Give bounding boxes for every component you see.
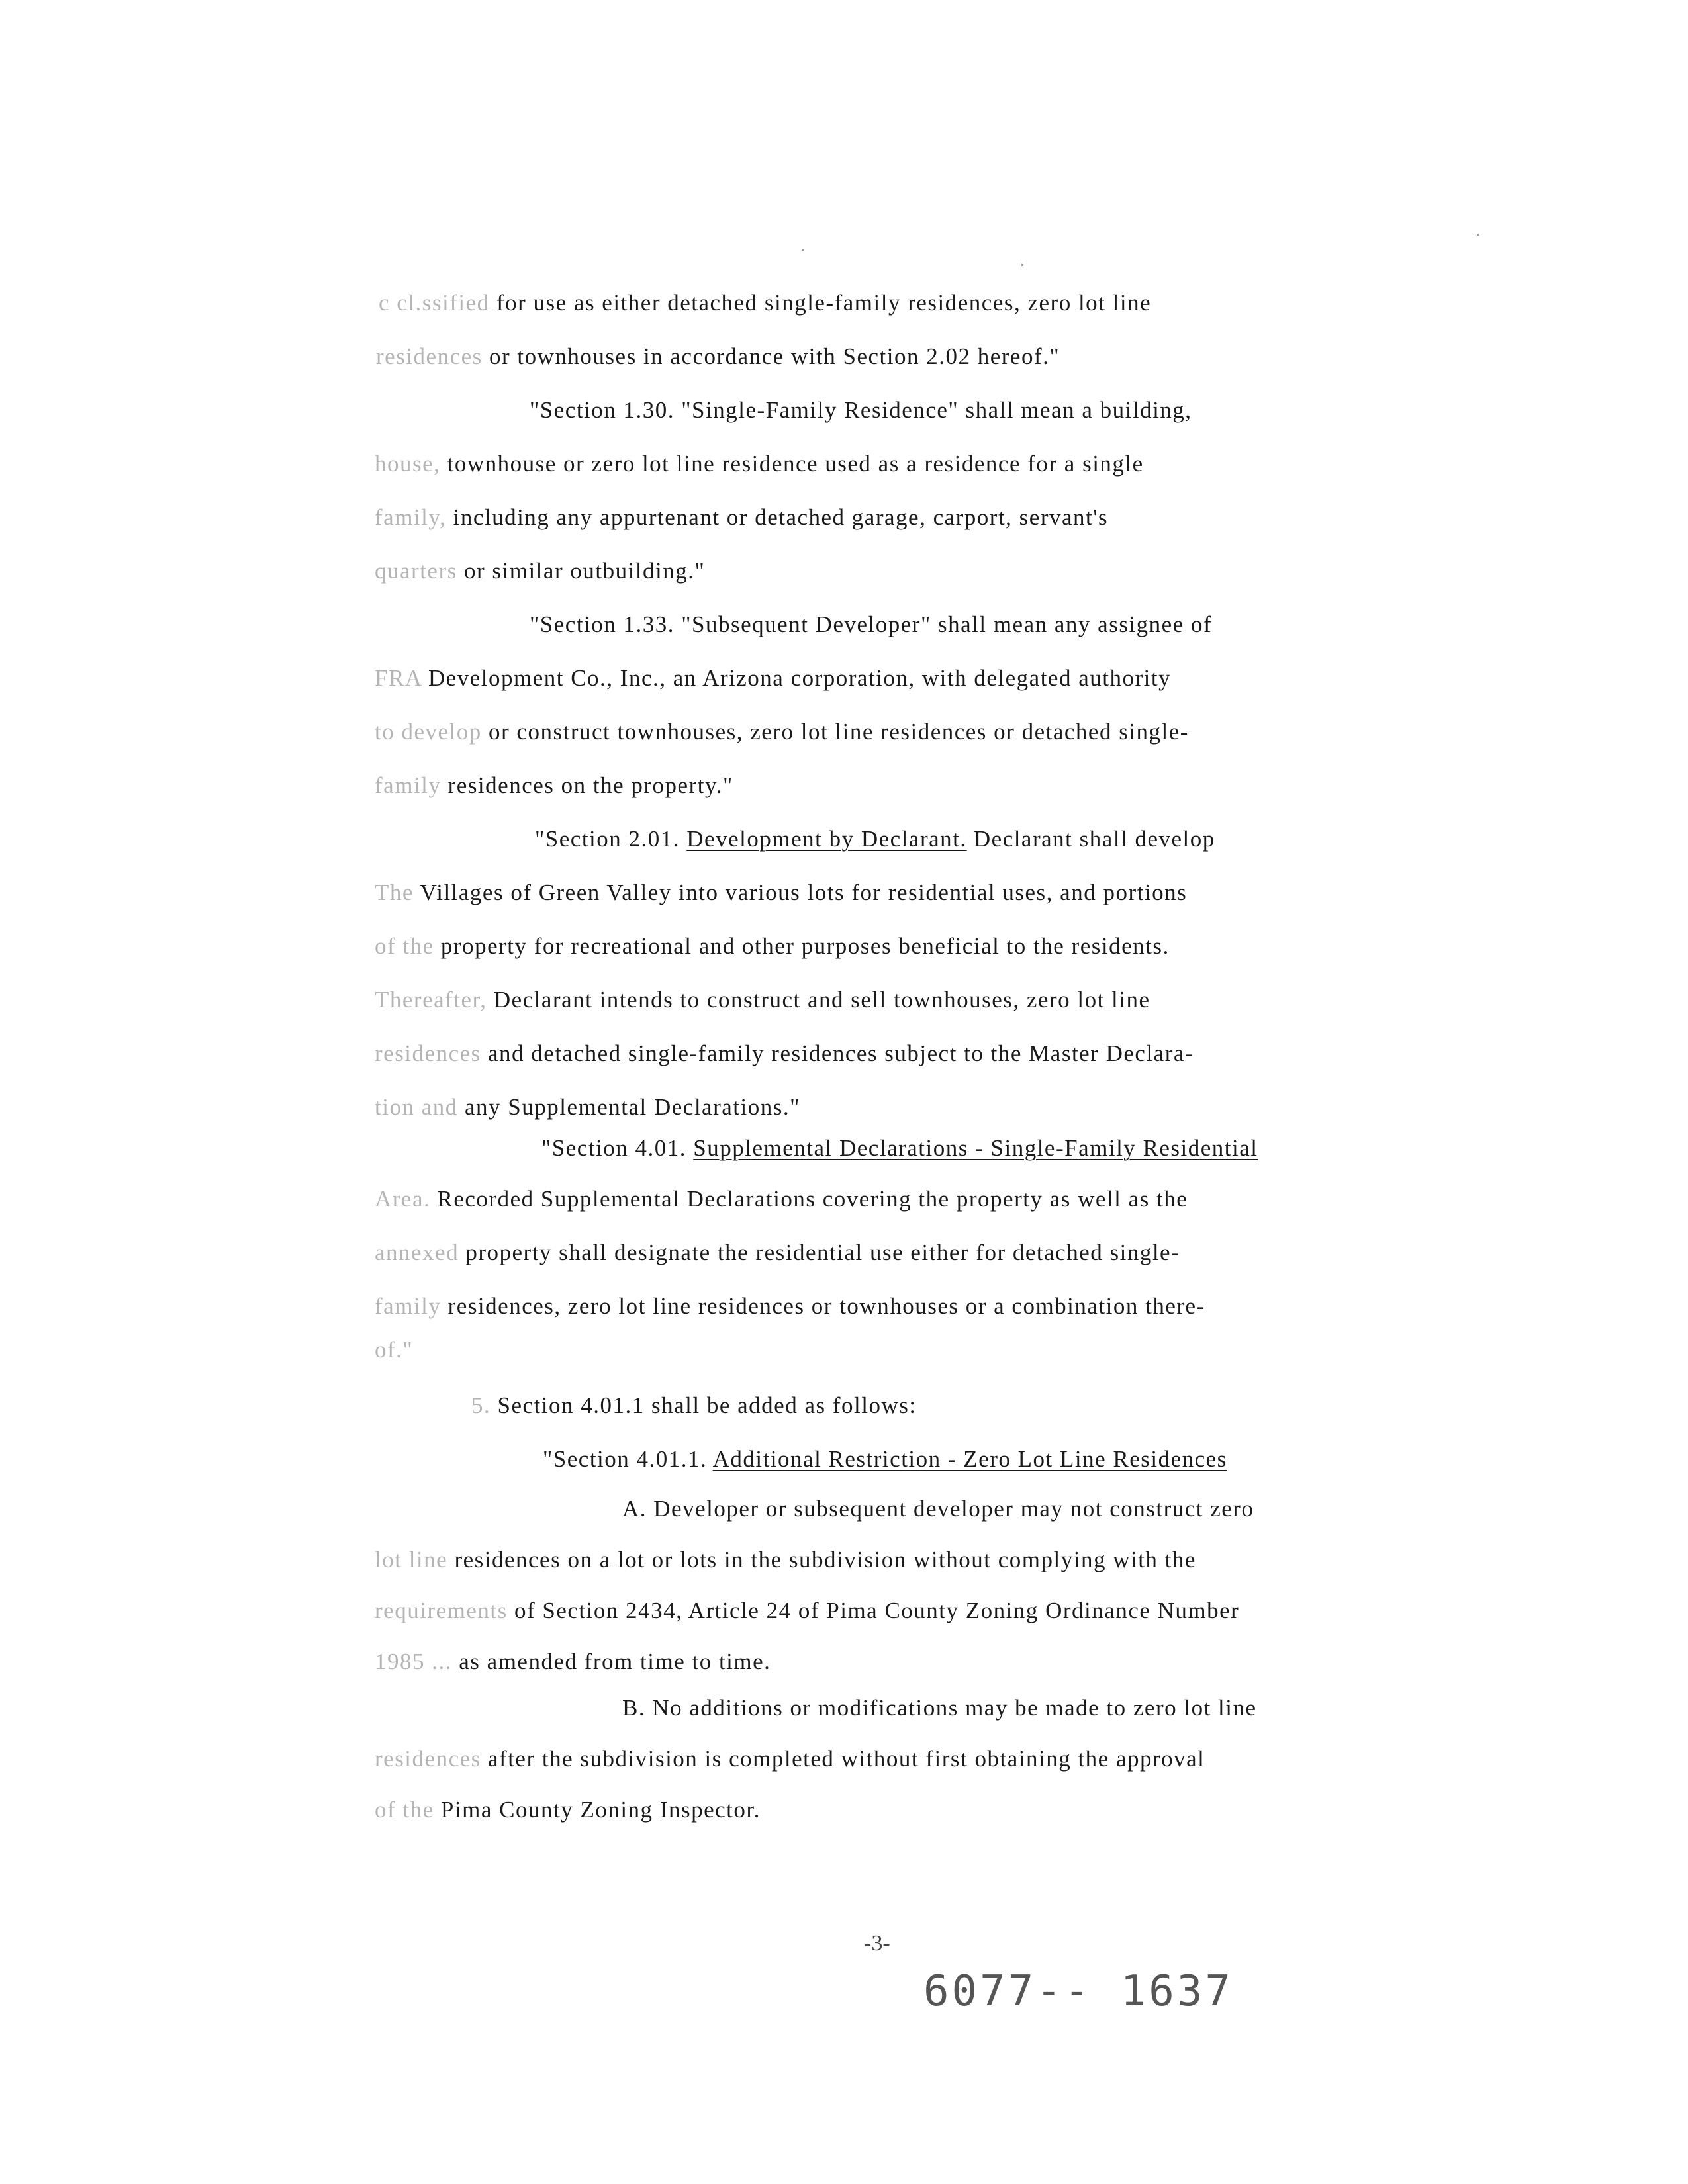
subsection-line: A. Developer or subsequent developer may not construct zero bbox=[622, 1496, 1254, 1522]
scan-speck bbox=[802, 249, 804, 251]
section-heading-line: "Section 1.33. "Subsequent Developer" shall mean any assignee of bbox=[530, 612, 1213, 637]
scan-speck bbox=[1477, 234, 1479, 236]
body-line: of the Pima County Zoning Inspector. bbox=[375, 1797, 761, 1823]
page-number: -3- bbox=[864, 1931, 890, 1956]
section-title: Development by Declarant. bbox=[686, 826, 967, 852]
body-line: lot line residences on a lot or lots in the subdivision without complying with the bbox=[375, 1547, 1196, 1572]
body-line: quarters or similar outbuilding." bbox=[375, 558, 706, 584]
body-line: 1985 ... as amended from time to time. bbox=[375, 1649, 771, 1674]
section-title: Supplemental Declarations - Single-Family Residential bbox=[693, 1135, 1258, 1161]
section-heading-line: "Section 4.01. Supplemental Declarations - Single-Family Residential bbox=[541, 1135, 1258, 1161]
body-line: residences after the subdivision is completed without first obtaining the approval bbox=[375, 1746, 1205, 1772]
body-line: family, including any appurtenant or detached garage, carport, servant's bbox=[375, 504, 1109, 530]
scan-speck bbox=[1021, 264, 1023, 266]
body-line: Thereafter, Declarant intends to construct and sell townhouses, zero lot line bbox=[375, 987, 1150, 1013]
body-line: tion and any Supplemental Declarations." bbox=[375, 1094, 800, 1120]
body-line: to develop or construct townhouses, zero lot line residences or detached single- bbox=[375, 719, 1189, 745]
body-line: residences or townhouses in accordance with Section 2.02 hereof." bbox=[376, 343, 1060, 369]
body-line: c cl.ssified for use as either detached single-family residences, zero lot line bbox=[379, 290, 1152, 316]
body-line: of the property for recreational and other purposes beneficial to the residents. bbox=[375, 933, 1170, 959]
body-line: family residences on the property." bbox=[375, 772, 733, 798]
section-heading-line: "Section 1.30. "Single-Family Residence" shall mean a building, bbox=[530, 397, 1192, 423]
body-line: requirements of Section 2434, Article 24 of Pima County Zoning Ordinance Number bbox=[375, 1598, 1240, 1623]
body-line: FRA Development Co., Inc., an Arizona corporation, with delegated authority bbox=[375, 665, 1172, 691]
body-line: residences and detached single-family residences subject to the Master Declara- bbox=[375, 1040, 1194, 1066]
numbered-item: 5. Section 4.01.1 shall be added as follows: bbox=[471, 1392, 917, 1418]
body-line: The Villages of Green Valley into various lots for residential uses, and portions bbox=[375, 880, 1188, 905]
body-line: family residences, zero lot line residences or townhouses or a combination there- bbox=[375, 1293, 1205, 1319]
body-line: house, townhouse or zero lot line residence used as a residence for a single bbox=[375, 451, 1144, 477]
section-title: Additional Restriction - Zero Lot Line Residences bbox=[712, 1446, 1227, 1472]
body-line: annexed property shall designate the residential use either for detached single- bbox=[375, 1240, 1180, 1265]
section-heading-line: "Section 2.01. Development by Declarant. Declarant shall develop bbox=[535, 826, 1215, 852]
body-line: Area. Recorded Supplemental Declarations covering the property as well as the bbox=[375, 1186, 1188, 1212]
section-heading-line: "Section 4.01.1. Additional Restriction - Zero Lot Line Residences bbox=[543, 1446, 1227, 1472]
subsection-line: B. No additions or modifications may be made to zero lot line bbox=[622, 1695, 1257, 1721]
body-line: of." bbox=[375, 1337, 414, 1363]
recording-stamp: 6077-- 1637 bbox=[923, 1967, 1233, 2016]
